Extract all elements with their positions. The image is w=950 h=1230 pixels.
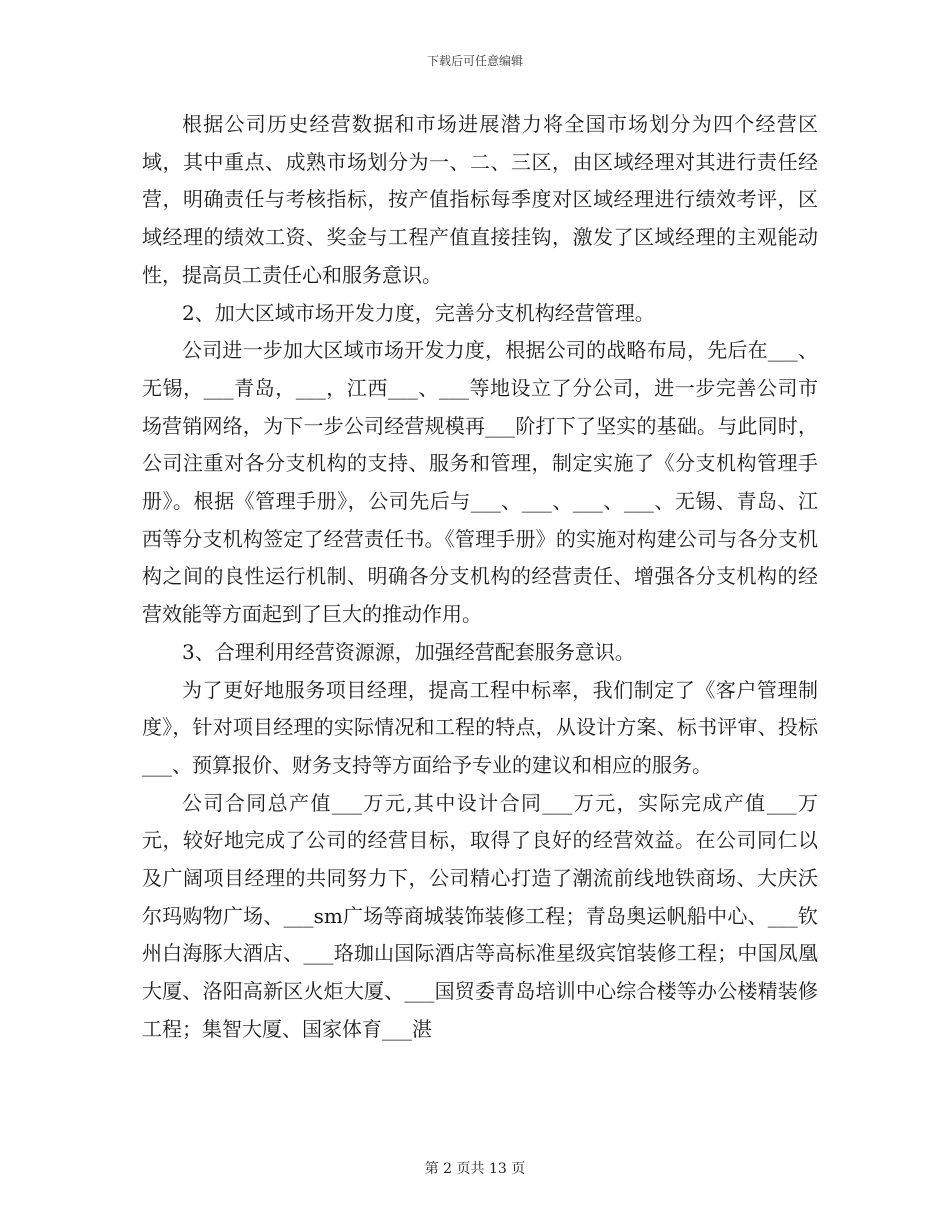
document-body	[142, 106, 818, 1049]
section-heading-2: 2、加大区域市场开发力度，完善分支机构经营管理。	[182, 300, 655, 325]
paragraph-contract-output: 公司合同总产值___万元,其中设计合同___万元，实际完成产值___万元，较好地完成了公司的经营目标，取得了良好的经营效益。在公司同仁以及广阔项目经理的共同努力下，公司精心打造了潮流前线地铁商场、大庆沃尔玛购物广场、___sm广场等商城装饰装修工程；青岛奥运帆船中心、___钦州白海豚大酒店、___珞珈山国际酒店等高标准星级宾馆装修工程；中国凤凰大厦、洛阳高新区火炬大厦、___国贸委青岛培训中心综合楼等办公楼精装修工程；集智大厦、国家体育___湛	[142, 790, 818, 1041]
paragraph-branch-development: 公司进一步加大区域市场开发力度，根据公司的战略布局，先后在___、无锡，___青岛，___，江西___、___等地设立了分公司，进一步完善公司市场营销网络，为下一步公司经营规模再___阶打下了坚实的基础。与此同时，公司注重对各分支机构的支持、服务和管理，制定实施了《分支机构管理手册》。根据《管理手册》，公司先后与___、___、___、___、无锡、青岛、江西等分支机构签定了经营责任书。《管理手册》的实施对构建公司与各分支机构之间的良性运行机制、明确各分支机构的经营责任、增强各分支机构的经营效能等方面起到了巨大的推动作用。	[142, 338, 818, 627]
paragraph-client-management: 为了更好地服务项目经理，提高工程中标率，我们制定了《客户管理制度》，针对项目经理的实际情况和工程的特点，从设计方案、标书评审、投标___、预算报价、财务支持等方面给予专业的建议和相应的服务。	[142, 677, 818, 777]
paragraph-regional-management: 根据公司历史经营数据和市场进展潜力将全国市场划分为四个经营区域，其中重点、成熟市场划分为一、二、三区，由区域经理对其进行责任经营，明确责任与考核指标，按产值指标每季度对区域经理进行绩效考评，区域经理的绩效工资、奖金与工程产值直接挂钩，激发了区域经理的主观能动性，提高员工责任心和服务意识。	[142, 112, 818, 287]
section-heading-3: 3、合理利用经营资源源，加强经营配套服务意识。	[182, 639, 635, 664]
page-footer: 第 2 页共 13 页	[424, 1161, 526, 1177]
page-header: 下载后可任意编辑	[426, 54, 523, 68]
